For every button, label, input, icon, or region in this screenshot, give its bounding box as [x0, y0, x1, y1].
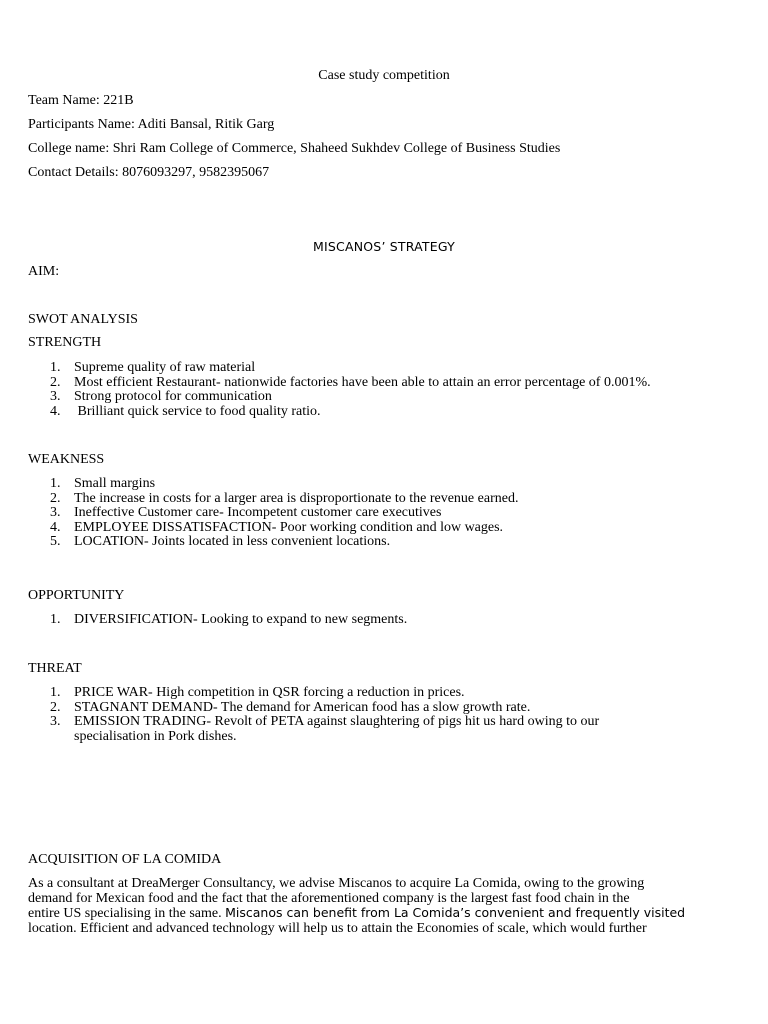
weakness-list	[28, 477, 518, 550]
list-item	[28, 701, 599, 716]
list-item-text: LOCATION- Joints located in less convenient locations.	[74, 534, 391, 550]
list-item-text: specialisation in Pork dishes.	[74, 728, 237, 744]
list-item-text: Strong protocol for communication	[74, 389, 272, 405]
strength-heading: STRENGTH	[28, 335, 102, 350]
threat-heading: THREAT	[28, 661, 82, 676]
list-item-text: Most efficient Restaurant- nationwide factories have been able to attain an error percentage of 0.001%.	[74, 374, 651, 390]
list-number: 1.	[50, 685, 61, 700]
strength-list	[28, 361, 651, 419]
list-number: 3.	[50, 389, 61, 405]
acquisition-heading: ACQUISITION OF LA COMIDA	[28, 852, 222, 867]
list-item	[28, 686, 599, 701]
list-item	[28, 405, 651, 420]
list-item-text: DIVERSIFICATION- Looking to expand to new segments.	[74, 612, 408, 627]
list-item-continuation	[28, 730, 599, 745]
aim-label: AIM:	[28, 264, 60, 279]
participants-name: Participants Name: Aditi Bansal, Ritik Garg	[28, 117, 275, 132]
paragraph-line: demand for Mexican food and the fact that the aforementioned company is the largest fast food chain in the	[28, 890, 630, 906]
list-item	[28, 613, 407, 628]
list-item	[28, 535, 518, 550]
list-item-text: EMISSION TRADING- Revolt of PETA against slaughtering of pigs hit us hard owing to our	[74, 714, 600, 730]
team-name: Team Name: 221B	[28, 93, 134, 108]
list-number: 2.	[50, 374, 61, 390]
list-item	[28, 390, 651, 405]
paragraph-text-alt-font: Miscanos can benefit from La Comida’s convenient and frequently visited	[225, 905, 686, 920]
list-number: 3.	[50, 714, 61, 730]
list-item	[28, 521, 518, 536]
acquisition-paragraph	[28, 877, 718, 936]
list-item	[28, 492, 518, 507]
list-number: 4.	[50, 519, 61, 535]
list-item	[28, 361, 651, 376]
opportunity-list	[28, 613, 407, 628]
weakness-heading: WEAKNESS	[28, 452, 105, 467]
swot-heading: SWOT ANALYSIS	[28, 312, 138, 327]
list-item	[28, 715, 599, 730]
list-item	[28, 477, 518, 492]
list-item-text: PRICE WAR- High competition in QSR forcing a reduction in prices.	[74, 685, 465, 700]
paragraph-line: location. Efficient and advanced technology will help us to attain the Economies of scale, which would further	[28, 920, 647, 936]
strategy-title: MISCANOS’ STRATEGY	[313, 239, 455, 254]
list-number: 4.	[50, 403, 61, 419]
list-number: 3.	[50, 505, 61, 521]
paragraph-line	[28, 906, 718, 922]
list-number: 1.	[50, 612, 61, 627]
contact-details: Contact Details: 8076093297, 9582395067	[28, 165, 270, 180]
list-number: 2.	[50, 699, 61, 715]
threat-list	[28, 686, 599, 744]
list-item-text: Small margins	[74, 476, 156, 491]
list-item-text: Brilliant quick service to food quality ratio.	[74, 403, 321, 419]
paragraph-line: As a consultant at DreaMerger Consultancy, we advise Miscanos to acquire La Comida, owing to the growing	[28, 876, 645, 891]
list-item	[28, 506, 518, 521]
list-item-text: The increase in costs for a larger area is disproportionate to the revenue earned.	[74, 490, 519, 506]
list-number: 1.	[50, 476, 61, 491]
list-item	[28, 376, 651, 391]
document-title: Case study competition	[318, 68, 450, 83]
list-item-text: Supreme quality of raw material	[74, 360, 256, 375]
list-number: 2.	[50, 490, 61, 506]
list-item-text: STAGNANT DEMAND- The demand for American food has a slow growth rate.	[74, 699, 531, 715]
list-number: 1.	[50, 360, 61, 375]
paragraph-text: entire US specialising in the same.	[28, 906, 226, 921]
list-item-text: Ineffective Customer care- Incompetent customer care executives	[74, 505, 442, 521]
list-number: 5.	[50, 534, 61, 550]
college-name: College name: Shri Ram College of Commerce, Shaheed Sukhdev College of Business Studies	[28, 141, 561, 156]
opportunity-heading: OPPORTUNITY	[28, 588, 125, 603]
list-item-text: EMPLOYEE DISSATISFACTION- Poor working condition and low wages.	[74, 519, 504, 535]
